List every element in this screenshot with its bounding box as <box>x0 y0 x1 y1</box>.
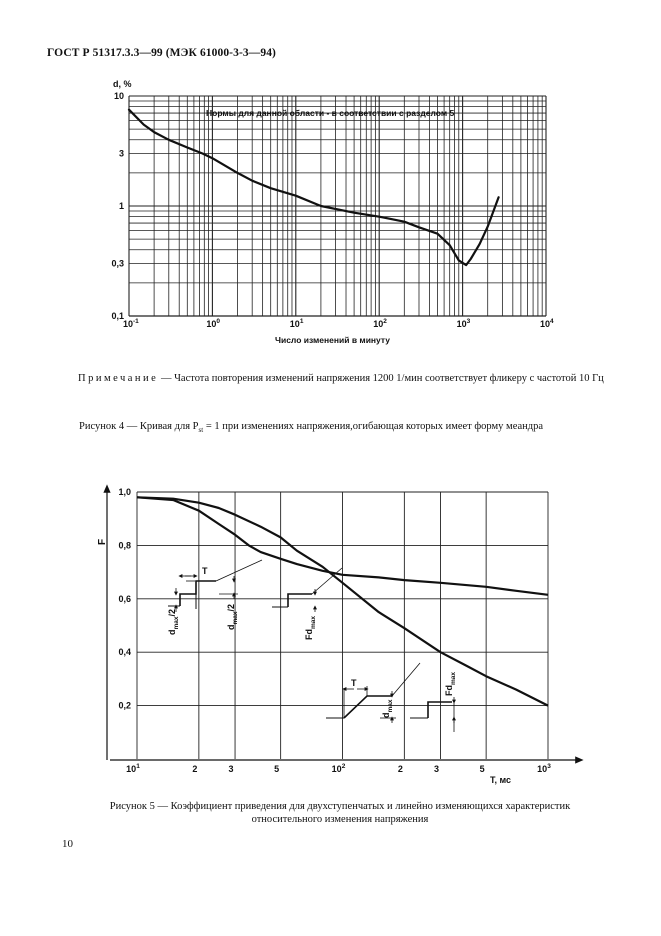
figure5-ytick-label: 1,0 <box>118 487 131 497</box>
inset-label-dmax2-b <box>226 604 239 630</box>
figure4-xtick-label: $10^3$ <box>456 318 471 329</box>
figure5-xtick-label: $10^2$ <box>331 763 346 774</box>
figure5-ytick-label: 0,6 <box>118 593 131 604</box>
caption4-prefix: Рисунок 4 — Кривая для P <box>79 421 199 432</box>
svg-text:dmax: $d_{max}$ <box>381 699 394 718</box>
inset-T-1: T <box>202 566 208 576</box>
figure4-note <box>78 372 623 386</box>
inset-T-2: T <box>351 678 357 688</box>
figure5-ytick-label: 0,2 <box>118 700 131 711</box>
caption4-sub: st <box>198 426 204 435</box>
figure5-xtick-label: $10^3$ <box>537 763 551 774</box>
figure4-xtick-label: $10^1$ <box>289 318 304 329</box>
figure5-xlabel: T, мс <box>490 775 512 785</box>
inset-ramp <box>326 663 420 723</box>
figure4-chart <box>0 0 661 360</box>
figure4-curve <box>129 110 499 265</box>
figure4-xtick-label: $10^2$ <box>373 318 387 329</box>
figure5-xtick-label: 5 <box>479 764 485 774</box>
figure4-grid <box>129 96 546 316</box>
figure4-ytick-label: 0,3 <box>111 258 124 269</box>
figure5-xtick-label: 2 <box>192 764 198 774</box>
svg-text:Fdmax: $Fd_{max}$ <box>304 615 317 640</box>
figure4-xtick-label: $10^{-1}$ <box>123 318 139 329</box>
figure5-xtick-label: 2 <box>397 764 403 774</box>
figure4-ytick-label: 10 <box>113 91 124 101</box>
caption5-line1: Рисунок 5 — Коэффициент приведения для двухступенчатых и линейно изменяющихся характеристик <box>109 801 571 812</box>
caption4-suffix: = 1 при изменениях напряжения,огибающая которых имеет форму меандра <box>203 421 544 432</box>
figure5-ytick-label: 0,8 <box>118 540 131 551</box>
figure5-xtick-label: 5 <box>274 764 280 774</box>
document-header: ГОСТ Р 51317.3.3—99 (МЭК 61000-3-3—94) <box>47 47 276 59</box>
figure4-ylabel: d, % <box>113 79 132 89</box>
figure5-grid <box>137 492 548 759</box>
note-text: — Частота повторения изменений напряжения 1200 1/мин соответствует фликеру с частотой 10 Гц <box>158 373 604 384</box>
figure5-ytick-label: 0,4 <box>118 647 131 658</box>
figure4-caption <box>79 421 543 434</box>
svg-text:Fdmax: $Fd_{max}$ <box>444 671 457 696</box>
inset-label-dmax <box>381 699 394 718</box>
figure4-ytick-label: 0,1 <box>111 311 124 321</box>
figure5-xtick-label: $10^1$ <box>126 763 140 774</box>
inset-step-2 <box>410 697 454 732</box>
figure5-caption <box>60 800 620 826</box>
page-number: 10 <box>62 838 73 850</box>
figure4-xtick-label: $10^4$ <box>540 318 554 329</box>
figure5-xtick-label: 3 <box>228 764 234 774</box>
figure5-xtick-label: 3 <box>434 764 440 774</box>
figure4-ytick-label: 1 <box>118 201 124 211</box>
inset-two-step <box>168 560 262 612</box>
figure4-xlabel: Число изменений в минуту <box>275 335 390 345</box>
svg-text:dmax/2: $d_{max}/2$ <box>167 608 180 635</box>
note-lead: Примечание <box>78 373 159 384</box>
figure5-chart <box>0 470 661 790</box>
svg-text:dmax/2: $d_{max}/2$ <box>226 603 239 630</box>
figure4-ytick-label: 3 <box>118 148 124 159</box>
inset-label-fdmax-a <box>304 616 317 640</box>
figure4-annotation: Нормы для данной области - в соответствии с разделом 5 <box>206 108 455 118</box>
figure4-xtick-label: $10^0$ <box>206 318 221 329</box>
figure5-ylabel: F <box>97 538 108 545</box>
caption5-line2: относительного изменения напряжения <box>251 814 429 825</box>
inset-label-dmax2-a <box>167 609 180 635</box>
inset-label-fdmax-b <box>444 672 457 696</box>
